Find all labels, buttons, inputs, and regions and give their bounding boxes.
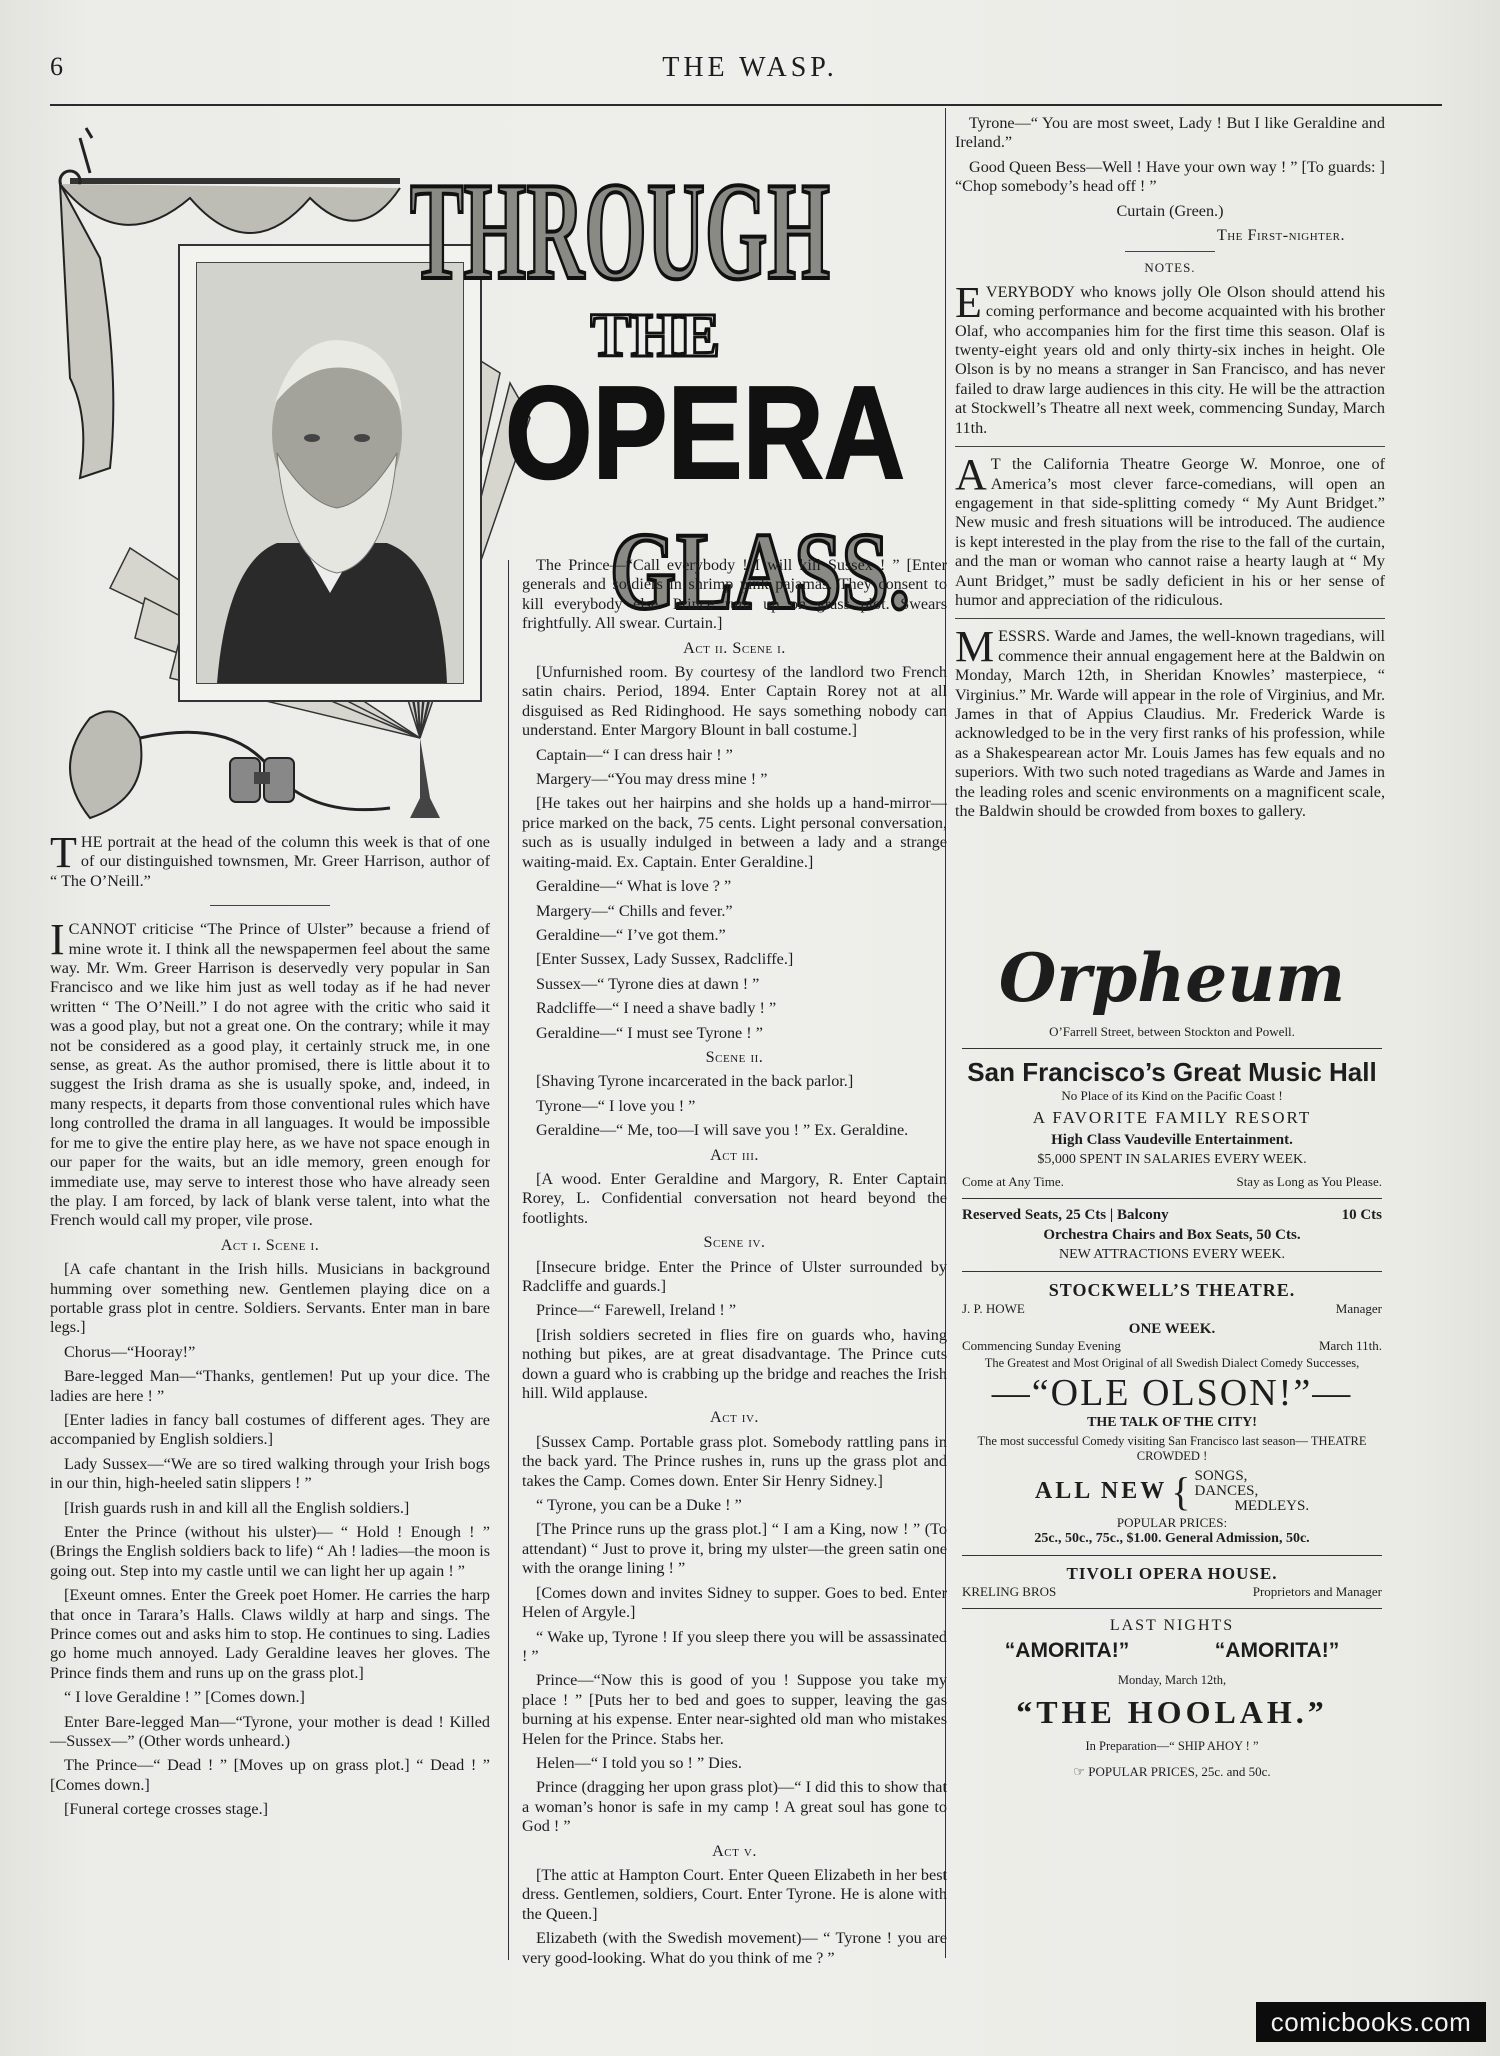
title-word-opera: OPERA [505, 363, 905, 493]
dropcap: M [955, 622, 995, 672]
stage-text: Geraldine—“ I’ve got them.” [536, 925, 726, 944]
greatest-line: The Greatest and Most Original of all Swedish Dialect Comedy Successes, [984, 1356, 1360, 1370]
note-warde-james [955, 622, 1385, 821]
dropcap: I [50, 915, 65, 965]
paragraph-text: CANNOT criticise “The Prince of Ulster” because a friend of mine wrote it. I think all the newspapermen feel about the same way. Mr. Wm. Greer Harrison is deservedly very popular in San Francisco and we like him just as well today as if he had never written “ The O’Neill.” I do not agree with the critic who said it was a good play, but not a great one. On the contrary; while it may not be considered as a good play, it certainly struck me, in one sense, as great. As the author promised, there is little about it to suggest the Irish drama as she is usually spoke, and, indeed, in many respects, it departs from those conventional rules which have long controlled the drama in all languages. It would be impossible for me to give the entire play here, as we have not space enough in our paper for the waits, but an idle memory, green enough for immediate use, may serve to interest those who have already seen the play. I am forced, by lack of blank verse talent, into what the French would call my proper, vile prose. [50, 920, 490, 1230]
orpheum-logo: Orpheum [998, 939, 1346, 1017]
one-week: ONE WEEK. [1128, 1321, 1216, 1337]
stage-text: Lady Sussex—“We are so tired walking through your Irish bogs in our thin, high-heeled satin slippers ! ” [50, 1454, 490, 1493]
column-3 [955, 114, 1385, 826]
all-new-line [962, 1468, 1382, 1515]
stage-text: Radcliffe—“ I need a shave badly ! ” [536, 999, 777, 1018]
act-heading: Act v. [712, 1841, 757, 1860]
divider [210, 905, 330, 906]
title-opera [505, 363, 905, 493]
stage-text: [Shaving Tyrone incarcerated in the back parlor.] [536, 1072, 854, 1091]
column-1 [50, 828, 490, 1825]
medleys-text: MEDLEYS. [1234, 1498, 1310, 1514]
stage-text: [Sussex Camp. Portable grass plot. Somebody rattling pans in the back yard. The Prince rushes in, runs up the grass plot and takes the Camp. Comes down. Enter Sir Henry Sidney.] [522, 1432, 947, 1490]
portrait-frame [178, 244, 482, 702]
kreling-text: KRELING BROS [962, 1584, 1057, 1599]
popular-prices-footer [962, 1764, 1382, 1780]
last-nights: LAST NIGHTS [1109, 1617, 1235, 1634]
portrait-photo [196, 262, 464, 684]
stage-text: The Prince—“ Dead ! ” [Moves up on grass plot.] “ Dead ! ” [Comes down.] [50, 1756, 490, 1794]
curtain-line: Curtain (Green.) [1116, 201, 1224, 220]
act-heading: Act ii. Scene i. [683, 638, 786, 657]
reserved-text: Reserved Seats, 25 Cts | Balcony [962, 1207, 1169, 1223]
amorita-line [962, 1639, 1382, 1663]
intro-paragraph [50, 828, 490, 891]
title-the [590, 296, 720, 366]
ad-rule [962, 1048, 1382, 1049]
stage-text: Captain—“ I can dress hair ! ” [536, 745, 733, 764]
note-california [955, 450, 1385, 610]
prices-line: 25c., 50c., 75c., $1.00. General Admission, 50c. [1034, 1531, 1310, 1546]
stage-text: [Comes down and invites Sidney to supper. Goes to bed. Enter Helen of Argyle.] [522, 1583, 947, 1622]
stage-text: “ I love Geraldine ! ” [Comes down.] [64, 1688, 305, 1707]
commencing-line [962, 1338, 1382, 1354]
reserved-seats-line [962, 1207, 1382, 1224]
paragraph-text: T the California Theatre George W. Monroe, one of America’s most clever farce-comedians, will open an engagement in that side-splitting comedy “ My Aunt Bridget.” New music and fresh situations will be introduced. The audience is kept interested in the play from the rise to the fall of the curtain, and the man or woman who cannot raise a hearty laugh at “ My Aunt Bridget,” must be sadly deficient in his or her sense of humor and appreciation of the ridiculous. [955, 455, 1385, 609]
successful-line: The most successful Comedy visiting San Francisco last season— THEATRE CROWDED ! [977, 1434, 1367, 1463]
stage-text: [Exeunt omnes. Enter the Greek poet Homer. He carries the harp that once in Tarara’s Halls. Claws wildly at harp and sings. The Prince comes out and asks him to stop. He continues to sing. Ladies go home much annoyed. Lady Geraldine leaves her gloves. The Prince finds them and runs up on the grass plot.] [50, 1586, 490, 1682]
column-2 [522, 556, 947, 1973]
act-heading: Act iv. [710, 1408, 759, 1427]
orpheum-address: O’Farrell Street, between Stockton and Powell. [1049, 1024, 1295, 1039]
paragraph-text: ESSRS. Warde and James, the well-known tragedians, will commence their annual engagement here at the Baldwin on Monday, March 12th, in Sheridan Knowles’ masterpiece, “ Virginius.” Mr. Warde will appear in the role of Virginius, and Mr. James in that of Appius Claudius. Mr. Frederick Warde is acknowledged to be in the very first ranks of his profession, while as a Shakespearean actor Mr. Louis James has few equals and no superiors. With two such noted tragedians as Warde and James in the leading roles and scenic environments on a magnificent scale, the Baldwin should be crowded from boxes to gallery. [955, 627, 1385, 820]
page-number: 6 [50, 52, 63, 81]
masthead: THE WASP. [662, 52, 838, 83]
notes-heading: NOTES. [1144, 260, 1196, 276]
stage-text: “ Tyrone, you can be a Duke ! ” [536, 1496, 742, 1515]
songs-dances-medleys [1194, 1469, 1309, 1514]
stage-text: Bare-legged Man—“Thanks, gentlemen! Put up your dice. The ladies are here ! ” [50, 1367, 490, 1405]
divider [955, 446, 1385, 447]
scene-heading: Scene iv. [703, 1233, 766, 1252]
stage-text: Enter the Prince (without his ulster)— “ Hold ! Enough ! ” (Brings the English soldiers back to life) “ Ah ! ladies—the moon is going out. Step into my castle until we can light her up again ! ” [50, 1523, 490, 1580]
manager-text: Manager [1335, 1301, 1382, 1316]
title-word-the: THE [590, 302, 720, 366]
dances-text: DANCES, [1194, 1483, 1259, 1499]
kreling-line [962, 1584, 1382, 1600]
orchestra-line: Orchestra Chairs and Box Seats, 50 Cts. [1043, 1227, 1301, 1243]
stage-text: [A cafe chantant in the Irish hills. Musicians in background humming over something new. Gentlemen playing dice on a portable grass plot in centre. Soldiers. Servants. Enter man in bare legs.] [50, 1260, 490, 1337]
stage-text: Helen—“ I told you so ! ” Dies. [536, 1753, 742, 1772]
header-rule [50, 104, 1442, 106]
stage-text: Tyrone—“ You are most sweet, Lady ! But I like Geraldine and Ireland.” [955, 114, 1385, 152]
commencing-text: Commencing Sunday Evening [962, 1338, 1121, 1353]
stage-text: Good Queen Bess—Well ! Have your own way ! ” [To guards: ] “Chop somebody’s head off ! ” [955, 157, 1385, 196]
ad-rule [962, 1198, 1382, 1199]
watermark: comicbooks.com [1256, 2002, 1486, 2042]
music-hall-heading: San Francisco’s Great Music Hall [967, 1057, 1377, 1087]
paragraph-text: HE portrait at the head of the column this week is that of one of our distinguished townsmen, Mr. Greer Harrison, author of “ The O’Neill.” [50, 833, 490, 890]
preparation-line: In Preparation—“ SHIP AHOY ! ” [1085, 1739, 1259, 1753]
stage-text: Geraldine—“ Me, too—I will save you ! ” Ex. Geraldine. [536, 1121, 909, 1140]
title-through [410, 148, 830, 298]
stage-text: [He takes out her hairpins and she holds up a hand-mirror—price marked on the back, 75 cents. Light personal conversation, such as is usually indulged in between a lady and a strange waiting-maid. Ex. Captain. Enter Geraldine.] [522, 794, 947, 871]
ad-rule [962, 1271, 1382, 1272]
note-olson [955, 277, 1385, 438]
howe-text: J. P. HOWE [962, 1301, 1025, 1316]
amorita-text: “AMORITA!” [1214, 1639, 1340, 1662]
stage-text: [Irish guards rush in and kill all the English soldiers.] [64, 1498, 410, 1517]
pointing-hand-icon: ☞ [1073, 1764, 1086, 1779]
tivoli-heading: TIVOLI OPERA HOUSE. [1066, 1564, 1278, 1583]
stage-text: Prince—“Now this is good of you ! Suppose you take my place ! ” [Puts her to bed and goes to supper, leaving the gas burning at his expense. Enter near-sighted old man who mistakes Helen for the Prince. Stabs her. [522, 1671, 947, 1748]
stage-text: [The Prince runs up the grass plot.] “ I am a King, now ! ” (To attendant) “ Just to prove it, bring my ulster—the green satin one with the orange lining ! ” [522, 1520, 947, 1578]
howe-line [962, 1301, 1382, 1317]
stage-text: [Funeral cortege crosses stage.] [64, 1800, 269, 1819]
no-place-line: No Place of its Kind on the Pacific Coast ! [1061, 1088, 1283, 1103]
ole-olson-title: —“OLE OLSON!”— [991, 1372, 1353, 1414]
family-resort: A FAVORITE FAMILY RESORT [1032, 1108, 1312, 1127]
dropcap: A [955, 450, 987, 500]
act-heading: Act i. Scene i. [220, 1235, 320, 1254]
stage-text: The Prince—“Call everybody ! I will kill Sussex ! ” [Enter generals and soldiers in shrimp pink pajamas. They consent to kill everybody else. Prince runs up on grass plot. Swears frightfully. All swear. Curtain.] [522, 556, 947, 633]
salaries-line: $5,000 SPENT IN SALARIES EVERY WEEK. [1037, 1152, 1307, 1167]
talk-of-city: THE TALK OF THE CITY! [1087, 1415, 1257, 1430]
scene-heading: Scene ii. [705, 1047, 764, 1066]
march-text: March 11th. [1318, 1338, 1382, 1353]
stage-text: [Enter Sussex, Lady Sussex, Radcliffe.] [536, 950, 794, 969]
come-text: Come at Any Time. [962, 1174, 1064, 1189]
review-paragraph [50, 915, 490, 1231]
stage-text: [A wood. Enter Geraldine and Margory, R. Enter Captain Rorey, L. Confidential conversation not heard beyond the footlights. [522, 1169, 947, 1227]
reserved-price: 10 Cts [1341, 1207, 1382, 1223]
title-word-glass: GLASS. [610, 510, 910, 628]
stage-text: “ Wake up, Tyrone ! If you sleep there you will be assassinated ! ” [522, 1627, 947, 1665]
stage-text: [The attic at Hampton Court. Enter Queen Elizabeth in her best dress. Gentlemen, soldiers, Court. Enter Tyrone. He is alone with the Queen.] [522, 1865, 947, 1923]
ad-rule [962, 1555, 1382, 1556]
popular-prices-label: POPULAR PRICES: [1116, 1515, 1228, 1530]
stage-text: Sussex—“ Tyrone dies at dawn ! ” [536, 974, 760, 993]
divider [955, 618, 1385, 619]
props-text: Proprietors and Manager [1252, 1584, 1382, 1599]
amorita-text: “AMORITA!” [1004, 1639, 1130, 1662]
dropcap: E [955, 277, 982, 327]
title-word-through: THROUGH [410, 154, 830, 298]
stage-text: Tyrone—“ I love you ! ” [536, 1096, 696, 1115]
ad-rule [962, 1608, 1382, 1609]
songs-text: SONGS, [1194, 1468, 1248, 1484]
stage-text: Chorus—“Hooray!” [64, 1342, 196, 1361]
stage-text: Prince (dragging her upon grass plot)—“ I did this to show that a woman’s honor is safe in my camp ! A great soul has gone to God ! ” [522, 1778, 947, 1836]
stockwell-heading: STOCKWELL’S THEATRE. [1048, 1280, 1296, 1300]
brace: { [1171, 1469, 1191, 1514]
stage-text: Geraldine—“ What is love ? ” [536, 877, 732, 896]
monday-line: Monday, March 12th, [1117, 1673, 1227, 1687]
theatre-advertisement [962, 940, 1382, 1780]
stay-text: Stay as Long as You Please. [1236, 1174, 1382, 1189]
vaudeville-line: High Class Vaudeville Entertainment. [1051, 1132, 1293, 1148]
stage-text: Margery—“You may dress mine ! ” [536, 770, 768, 789]
paragraph-text: VERYBODY who knows jolly Ole Olson should attend his coming performance and become acquainted with his brother Olaf, who accompanies him for the first time this season. Olaf is twenty-eight years old and only thirty-six inches in height. Ole Olson is by no means a stranger in San Francisco, and has never failed to draw large audiences in this city. He will be the attraction at Stockwell’s Theatre all next week, commencing Sunday, March 11th. [955, 282, 1385, 437]
stage-text: Geraldine—“ I must see Tyrone ! ” [536, 1023, 763, 1042]
act-heading: Act iii. [710, 1145, 759, 1164]
new-attractions: NEW ATTRACTIONS EVERY WEEK. [1058, 1247, 1286, 1262]
divider [1125, 251, 1215, 252]
stage-text: Prince—“ Farewell, Ireland ! ” [536, 1301, 737, 1320]
stage-text: Elizabeth (with the Swedish movement)— “ Tyrone ! you are very good-looking. What do you think of me ? ” [522, 1929, 947, 1967]
popular-prices-text: POPULAR PRICES, 25c. and 50c. [1088, 1764, 1271, 1779]
signature: The First-nighter. [1216, 226, 1345, 245]
come-stay-line [962, 1174, 1382, 1190]
hoolah-title: “THE HOOLAH.” [1016, 1694, 1328, 1730]
column-rule-left [508, 560, 509, 1960]
all-new-text: ALL NEW [1034, 1478, 1168, 1504]
page-header [50, 52, 1450, 92]
stage-text: [Enter ladies in fancy ball costumes of different ages. They are accompanied by English soldiers.] [50, 1410, 490, 1449]
stage-text: Enter Bare-legged Man—“Tyrone, your mother is dead ! Killed—Sussex—” (Other words unheard.) [50, 1712, 490, 1751]
stage-text: [Irish soldiers secreted in flies fire on guards who, having nothing but pikes, are at great disadvantage. The Prince cuts down a guard who is crabbing up the bridge and reaches the Irish hill. Wild applause. [522, 1325, 947, 1403]
dropcap: T [50, 828, 77, 877]
stage-text: [Unfurnished room. By courtesy of the landlord two French satin chairs. Period, 1894. Enter Captain Rorey not at all disguised as Red Ridinghood. He says something nobody can understand. Enter Margory Blount in ball costume.] [522, 663, 947, 740]
stage-text: Margery—“ Chills and fever.” [536, 901, 733, 920]
stage-text: [Insecure bridge. Enter the Prince of Ulster surrounded by Radcliffe and guards.] [522, 1257, 947, 1295]
